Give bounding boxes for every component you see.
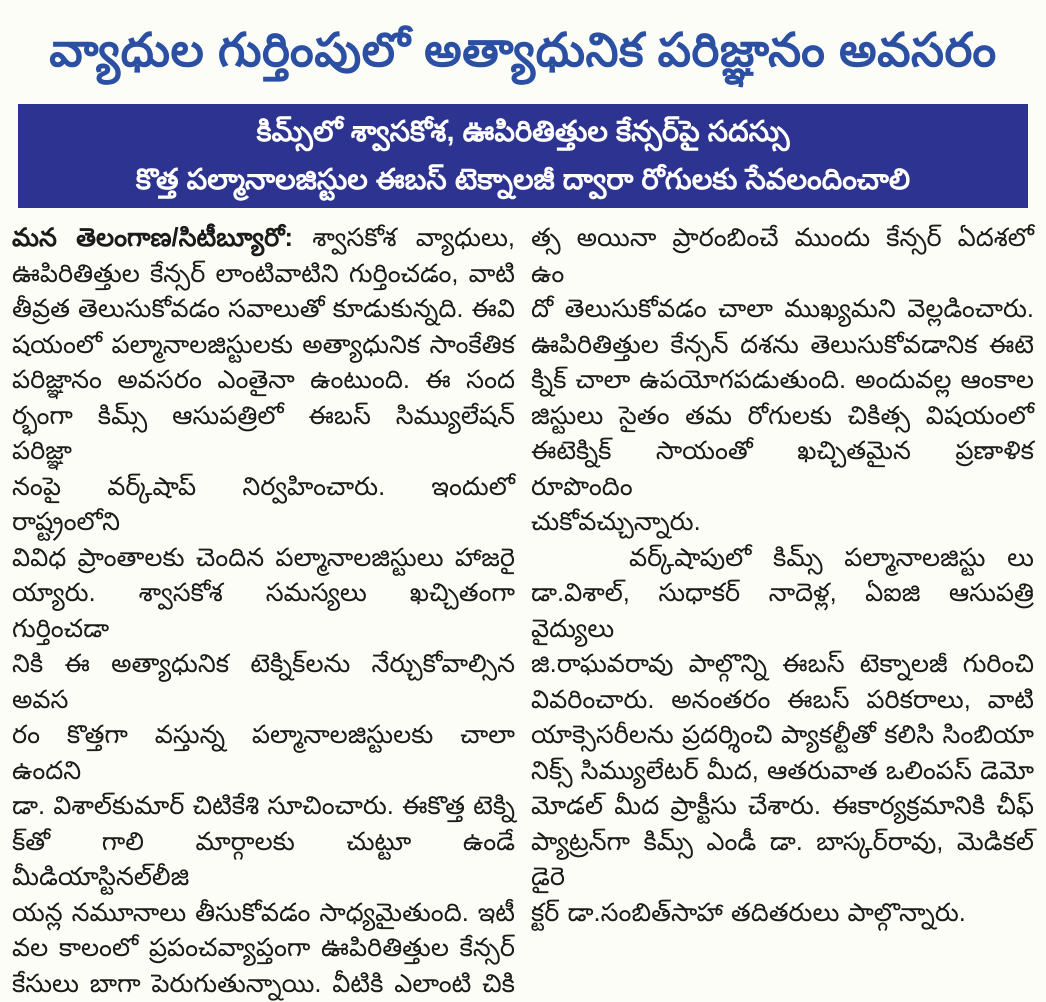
article-text-line: ఊపిరితిత్తుల కేన్సన్ దశను తెలుసుకోవడానిక ఈటె (531, 328, 1034, 364)
article-text-line: త్స అయినా ప్రారంబించే ముందు కేన్సర్ ఏదశలో ఉం (531, 221, 1034, 292)
article-text-line: వల కాలంలో ప్రపంచవ్యాప్తంగా ఊపిరితిత్తుల కేన్సర్ (12, 931, 515, 967)
article-text-line: డా.విశాల్, సుధాకర్ నాదెళ్ల, ఏఐజి ఆసుపత్రి వైద్యులు (531, 576, 1034, 647)
article-text-line: యన్ల నమూనాలు తీసుకోవడం సాధ్యమైతుంది. ఇటీ (12, 896, 515, 932)
article-text-line: నంపై వర్క్‌షాప్ నిర్వహించారు. ఇందులో రాష్ట్రంలోని (12, 470, 515, 541)
article-text-line: నికి ఈ అత్యాధునిక టెక్నిక్‌లను నేర్చుకోవాల్సిన అవస (12, 647, 515, 718)
article-text-line: రం కొత్తగా వస్తున్న పల్మానాలజిస్టులకు చాలా ఉందని (12, 718, 515, 789)
article-text-line: య్యారు. శ్వాసకోశ సమస్యలు ఖచ్చితంగా గుర్తించడా (12, 576, 515, 647)
article-text-line: తీవ్రత తెలుసుకోవడం సవాలుతో కూడుకున్నది. ఈవి (12, 292, 515, 328)
article-text-line: చుకోవచ్చున్నారు. (531, 505, 1034, 541)
article-text-line: జిస్టులు సైతం తమ రోగులకు చికిత్స విషయంలో (531, 399, 1034, 435)
article-body (12, 221, 1034, 1002)
article-text-line: వివరించారు. అనంతరం ఈబస్ పరికరాలు, వాటి (531, 683, 1034, 719)
article-text-line: మోడల్ మీద ప్రాక్టీసు చేశారు. ఈకార్యక్రమానికి చీఫ్ (531, 789, 1034, 825)
article-text-line: జి.రాఘవరావు పాల్గొన్ని ఈబస్ టెక్నాలజీ గురించి (531, 647, 1034, 683)
article-text-line: పరిజ్ఞానం అవసరం ఎంతైనా ఉంటుంది. ఈ సంద (12, 363, 515, 399)
article-text-line: ర్భంగా కిమ్స్ ఆసుపత్రిలో ఈబస్ సిమ్యులేషన్ పరిజ్ఞా (12, 399, 515, 470)
article-text-line: నిక్స్ సిమ్యులేటర్ మీద, ఆతరువాత ఒలింపస్ డెమో (531, 754, 1034, 790)
article-text-line: ప్యాట్రన్‌గా కిమ్స్ ఎండీ డా. బాస్కర్‌రావు, మెడికల్ డైరె (531, 825, 1034, 896)
article-text-line: క్నిక్ చాలా ఉపయోగపడుతుంది. అందువల్ల ఆంకాల (531, 363, 1034, 399)
article-text-line: దో తెలుసుకోవడం చాలా ముఖ్యమని వెల్లడించారు. (531, 292, 1034, 328)
banner-line-1: కిమ్స్‌లో శ్వాసకోశ, ఊపిరితిత్తుల కేన్సర్‌పై సదస్సు (257, 110, 790, 154)
article-text-line: డా. విశాల్‌కుమార్ చిటికేశి సూచించారు. ఈకొత్త టెక్ని (12, 789, 515, 825)
article-text-line: వర్క్‌షాపులో కిమ్స్ పల్మానాలజిస్టు లు (531, 541, 1034, 577)
article-text-line: వివిధ ప్రాంతాలకు చెందిన పల్మానాలజిస్టులు హాజరై (12, 541, 515, 577)
article-headline: వ్యాధుల గుర్తింపులో అత్యాధునిక పరిజ్ఞానం అవసరం (12, 10, 1034, 100)
article-text-line: కేసులు బాగా పెరుగుతున్నాయి. వీటికి ఎలాంటి చికి (12, 967, 515, 1002)
article-text-line: క్టర్ డా.సంబిత్‌సాహా తదితరులు పాల్గొన్నారు. (531, 896, 1034, 932)
article-text-line: క్‌తో గాలి మార్గాలకు చుట్టూ ఉండే మీడియాస్టినల్‌లీజి (12, 825, 515, 896)
dateline: మన తెలంగాణ/సిటీబ్యూరో: (12, 224, 312, 252)
article-column-left (12, 221, 515, 1002)
article-text-line: మన తెలంగాణ/సిటీబ్యూరో: శ్వాసకోశ వ్యాధులు, (12, 221, 515, 257)
subheadline-banner (18, 104, 1028, 208)
article-text-line: యాక్సెసరీలను ప్రదర్శించి ప్యాకల్టీతో కలిసి సింబియా (531, 718, 1034, 754)
article-text-line: ఊపిరితిత్తుల కేన్సర్ లాంటివాటిని గుర్తించడం, వాటి (12, 257, 515, 293)
banner-line-2: కొత్త పల్మానాలజిస్టుల ఈబస్ టెక్నాలజీ ద్వారా రోగులకు సేవలందించాలి (136, 158, 910, 202)
article-column-right (531, 221, 1034, 1002)
article-text-line: ఈటెక్నిక్ సాయంతో ఖచ్చితమైన ప్రణాళిక రూపొందిం (531, 434, 1034, 505)
article-text-line: షయంలో పల్మానాలజిస్టులకు అత్యాధునిక సాంకేతిక (12, 328, 515, 364)
